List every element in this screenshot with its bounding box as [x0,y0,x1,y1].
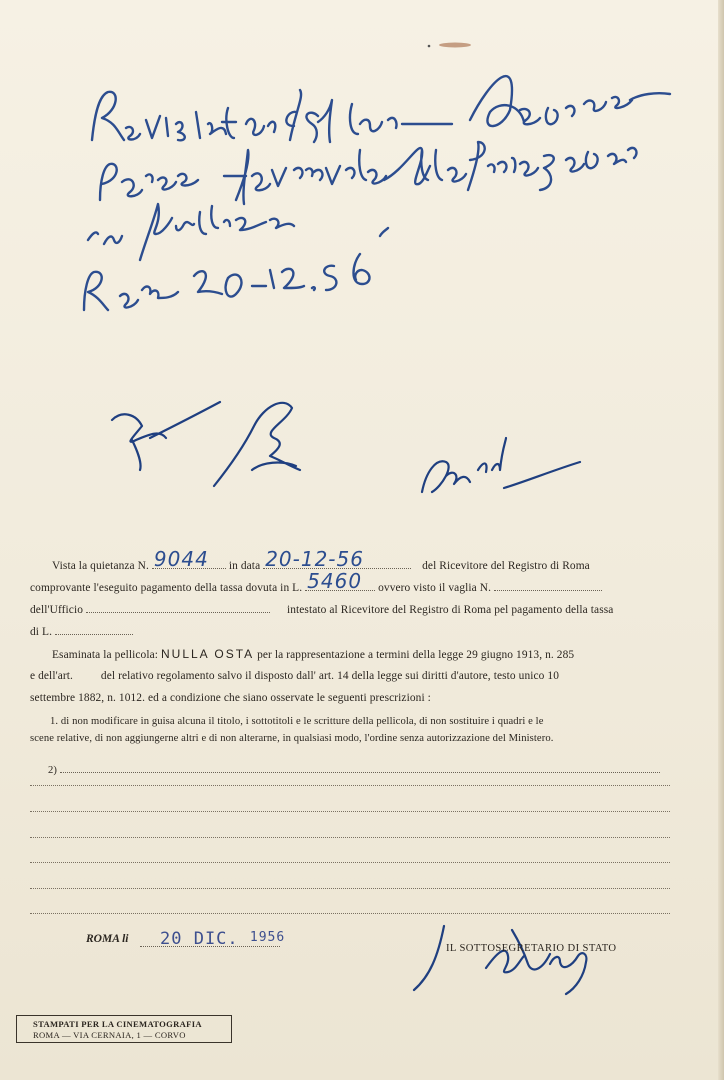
tassa-amount-field [305,569,375,593]
form-body [30,547,670,781]
line-esaminata [30,643,670,665]
prescrizione-1-line-b: scene relative, di non aggiungerne altri e di non alterarne, in qualsiasi modo, l'ordine senza autorizzazione del Ministero. [30,733,554,744]
blank-rule-1 [30,785,670,786]
di-l-field [55,621,133,635]
blank-rule-3 [30,837,670,838]
sottosegretario-label: IL SOTTOSEGRETARIO DI STATO [446,943,617,954]
quietanza-date: 20-12-56 [265,547,364,571]
quietanza-number: 9044 [153,547,209,571]
tassa-amount: 5460 [307,569,363,593]
handwriting-line-2 [100,142,636,204]
quietanza-number-field [152,547,226,571]
nulla-osta: NULLA OSTA [161,647,255,661]
esaminata-text: Esaminata la pellicola: [52,649,159,661]
roma-label: ROMA li [86,933,129,945]
signature [414,926,586,994]
regolamento-text: del relativo regolamento salvo il disposto dall' art. 14 della legge sui diritti d'autore, testo unico 10 [100,670,560,682]
initials-3 [422,438,580,492]
prescrizione-2-field [60,759,660,773]
prescrizione-1-line-a: 1. di non modificare in guisa alcuna il titolo, i sottotitoli e le scritture della pellicola, di non sostituire i quadri e le [50,716,544,727]
stamp-day-month: 20 DIC. [160,929,239,949]
dellart-text: e dell'art. [30,670,73,682]
blank-rule-5 [30,888,670,889]
printer-imprint-box [16,1015,232,1043]
ovvero-text: ovvero visto il vaglia N. [378,582,492,594]
line-regolamento [30,665,670,687]
initials-1 [112,402,220,470]
vaglia-number-field [494,577,602,591]
prescrizione-2-label: 2) [48,765,58,776]
prescrizione-1 [30,713,670,747]
line-ufficio [30,599,670,621]
initials-2 [214,403,300,486]
di-l-label: di L. [30,626,53,638]
prescrizione-2 [30,759,670,781]
vista-label: Vista la quietanza N. [52,560,149,572]
imprint-line-2: ROMA — VIA CERNAIA, 1 — CORVO [33,1030,186,1040]
imprint-line-1: STAMPATI PER LA CINEMATOGRAFIA [33,1019,202,1029]
handwriting-line-1 [92,76,670,142]
blank-rule-4 [30,862,670,863]
line-comprovante [30,569,670,599]
ricevitore-text: del Ricevitore del Registro di Roma [422,560,590,572]
blank-rule-6 [30,913,670,914]
quietanza-date-field [263,547,411,571]
line-di-l [30,621,670,643]
in-data-label: in data [228,560,261,572]
settembre-text: settembre 1882, n. 1012. ed a condizione che siano osservate le seguenti prescrizioni : [30,692,431,704]
blank-rule-2 [30,811,670,812]
ufficio-label: dell'Ufficio [30,604,84,616]
handwriting-line-4 [84,228,388,310]
stamp-year: 1956 [249,930,286,945]
comprovante-text: comprovante l'eseguito pagamento della tassa dovuta in L. [30,582,303,594]
handwriting-line-3 [88,204,294,260]
date-stamp [160,929,285,949]
ufficio-field [86,599,270,613]
line-settembre [30,687,670,709]
intestato-text: intestato al Ricevitore del Registro di Roma pel pagamento della tassa [286,604,614,616]
rappresentazione-text: per la rappresentazione a termini della legge 29 giugno 1913, n. 285 [257,649,575,661]
